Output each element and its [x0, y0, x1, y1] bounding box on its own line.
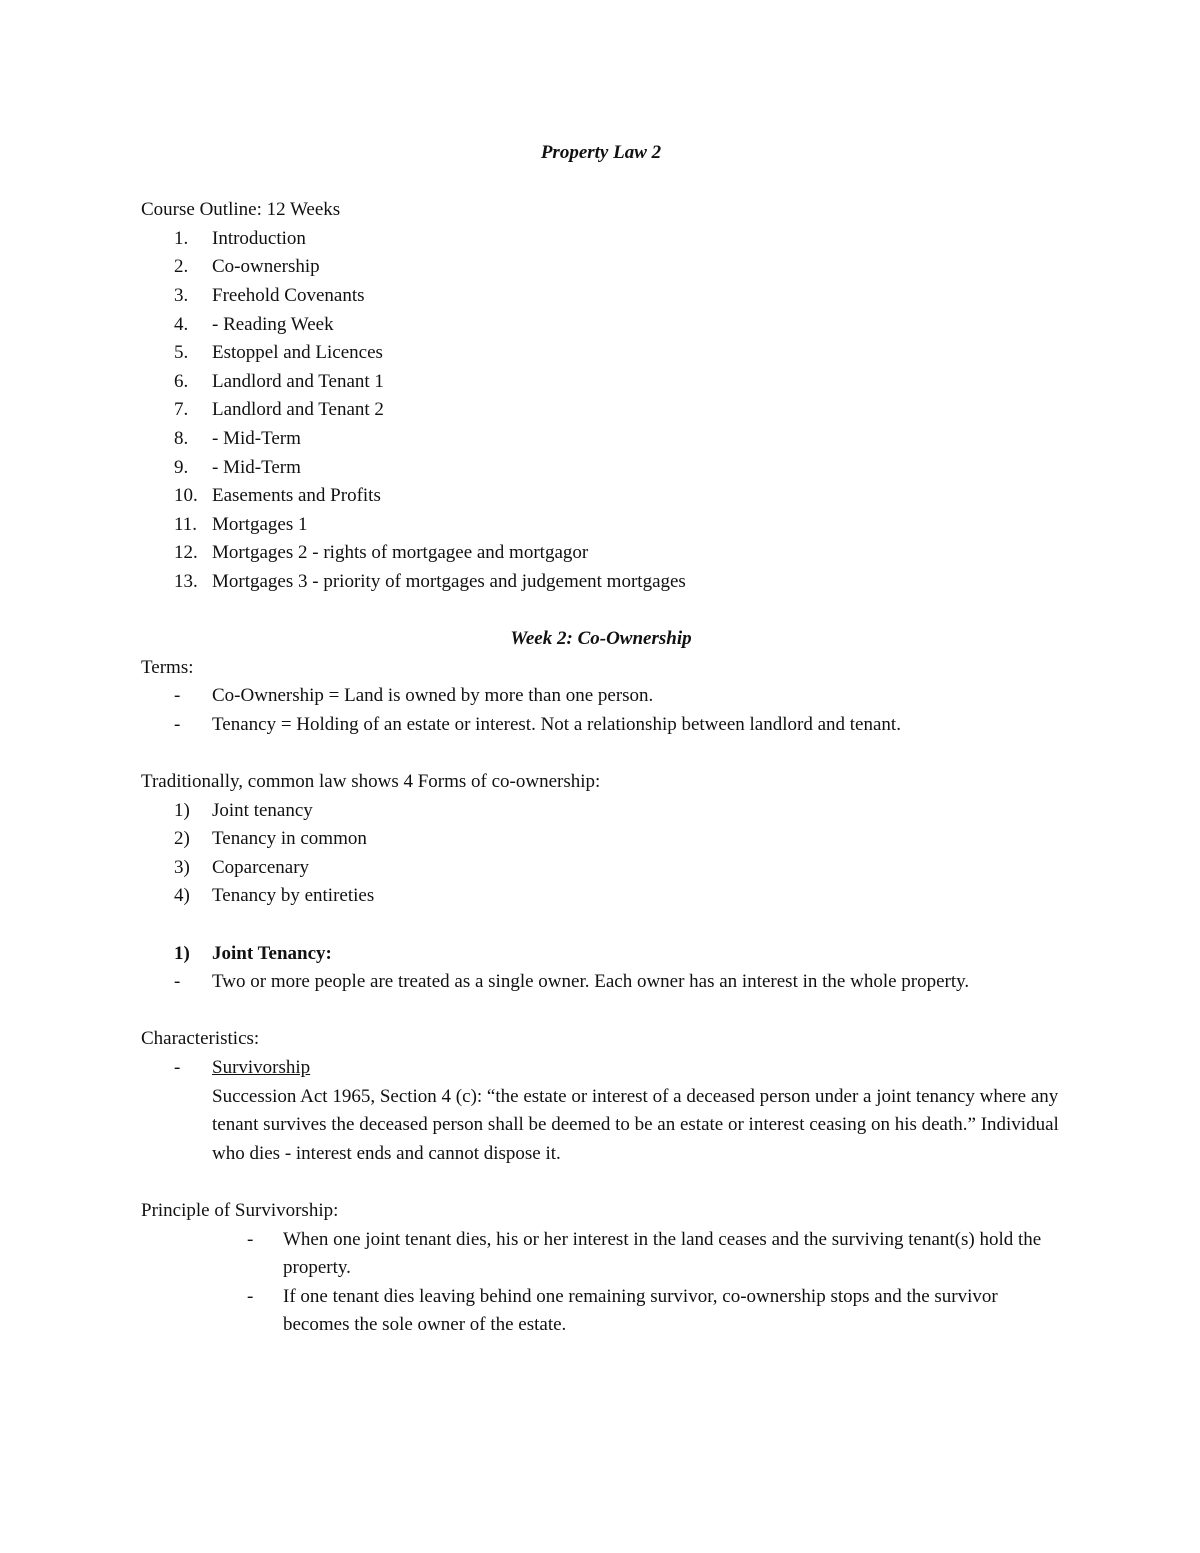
spacer: [141, 997, 1061, 1026]
list-item: [141, 797, 1061, 826]
list-item: [141, 339, 1061, 368]
list-text: If one tenant dies leaving behind one remaining survivor, co-ownership stops and the survivor becomes the sole owner of the estate.: [283, 1285, 998, 1336]
course-outline-list: [141, 225, 1061, 597]
principle-heading: Principle of Survivorship:: [141, 1199, 339, 1221]
list-item: [141, 225, 1061, 254]
list-text: Landlord and Tenant 1: [212, 370, 384, 392]
list-number: 1): [174, 799, 190, 821]
list-item: [141, 539, 1061, 568]
list-item: [141, 825, 1061, 854]
bullet-dash: -: [174, 1057, 181, 1078]
list-text: Mortgages 3 - priority of mortgages and judgement mortgages: [212, 570, 686, 592]
terms-list: [141, 682, 1061, 739]
spacer: [141, 911, 1061, 940]
list-text: When one joint tenant dies, his or her interest in the land ceases and the surviving tenant(s) hold the property.: [283, 1228, 1042, 1279]
list-text: Landlord and Tenant 2: [212, 399, 384, 421]
list-number: 11.: [174, 513, 198, 535]
terms-heading: Terms:: [141, 656, 194, 678]
list-item: [141, 368, 1061, 397]
list-item: [141, 882, 1061, 911]
list-number: 2.: [174, 256, 189, 278]
bullet-dash: -: [174, 685, 181, 707]
list-text: Co-ownership: [212, 256, 320, 278]
list-text: Two or more people are treated as a single owner. Each owner has an interest in the whole property.: [212, 971, 970, 993]
characteristics-heading: Characteristics:: [141, 1028, 260, 1050]
list-number: 6.: [174, 370, 189, 392]
list-text: - Mid-Term: [212, 456, 301, 478]
list-text: Tenancy = Holding of an estate or interest. Not a relationship between landlord and tenant.: [212, 713, 901, 735]
list-number: 1): [174, 942, 190, 964]
survivorship-item: [141, 1054, 1061, 1168]
list-item: [141, 253, 1061, 282]
list-item: [141, 311, 1061, 340]
list-item: [141, 682, 1061, 711]
list-text: Mortgages 1: [212, 513, 308, 535]
bullet-dash: -: [174, 971, 181, 993]
bullet-dash: -: [247, 1285, 254, 1307]
document-page: [141, 139, 1061, 1340]
survivorship-label: Survivorship: [212, 1057, 311, 1078]
bullet-dash: -: [174, 713, 181, 735]
list-item: [141, 454, 1061, 483]
list-text: Tenancy in common: [212, 828, 367, 850]
list-text: Mortgages 2 - rights of mortgagee and mortgagor: [212, 542, 589, 564]
list-text: Co-Ownership = Land is owned by more than one person.: [212, 685, 654, 707]
list-number: 7.: [174, 399, 189, 421]
list-item: [141, 482, 1061, 511]
list-number: 1.: [174, 227, 189, 249]
spacer: [141, 168, 1061, 197]
list-number: 12.: [174, 542, 198, 564]
heading-text: Joint Tenancy:: [212, 942, 332, 964]
list-number: 13.: [174, 570, 198, 592]
principle-list: [141, 1226, 1061, 1340]
list-text: - Reading Week: [212, 313, 334, 335]
list-number: 8.: [174, 427, 189, 449]
list-number: 4): [174, 885, 190, 907]
list-text: - Mid-Term: [212, 427, 301, 449]
course-outline-heading: Course Outline: 12 Weeks: [141, 199, 341, 221]
forms-intro: Traditionally, common law shows 4 Forms of co-ownership:: [141, 771, 601, 793]
list-number: 4.: [174, 313, 189, 335]
list-number: 10.: [174, 485, 198, 507]
list-text: Freehold Covenants: [212, 284, 365, 306]
list-text: Joint tenancy: [212, 799, 313, 821]
list-item: [141, 282, 1061, 311]
list-item: [141, 396, 1061, 425]
list-item: [141, 854, 1061, 883]
list-item: [141, 1283, 1061, 1340]
list-number: 2): [174, 828, 190, 850]
joint-tenancy-bullet: [141, 968, 1061, 997]
joint-tenancy-heading: [141, 940, 1061, 969]
list-item: [141, 568, 1061, 597]
list-number: 5.: [174, 342, 189, 364]
week2-title: Week 2: Co-Ownership: [510, 628, 692, 650]
list-number: 9.: [174, 456, 189, 478]
spacer: [141, 739, 1061, 768]
spacer: [141, 597, 1061, 626]
list-item: [141, 711, 1061, 740]
list-text: Coparcenary: [212, 856, 310, 878]
list-text: Introduction: [212, 227, 306, 249]
document-title: Property Law 2: [540, 142, 662, 163]
list-text: Estoppel and Licences: [212, 342, 383, 364]
list-number: 3): [174, 856, 190, 878]
list-item: [141, 511, 1061, 540]
survivorship-text: Succession Act 1965, Section 4 (c): “the estate or interest of a deceased person under a joint tenancy where any tenant survives the deceased person shall be deemed to be an estate or interest ceasing on his death.” Individual who dies - interest ends and cannot dispose it.: [212, 1085, 1059, 1164]
list-item: [141, 425, 1061, 454]
spacer: [141, 1168, 1061, 1197]
list-text: Tenancy by entireties: [212, 885, 375, 907]
list-number: 3.: [174, 284, 189, 306]
list-text: Easements and Profits: [212, 485, 381, 507]
bullet-dash: -: [247, 1228, 254, 1250]
list-item: [141, 1226, 1061, 1283]
forms-list: [141, 797, 1061, 911]
